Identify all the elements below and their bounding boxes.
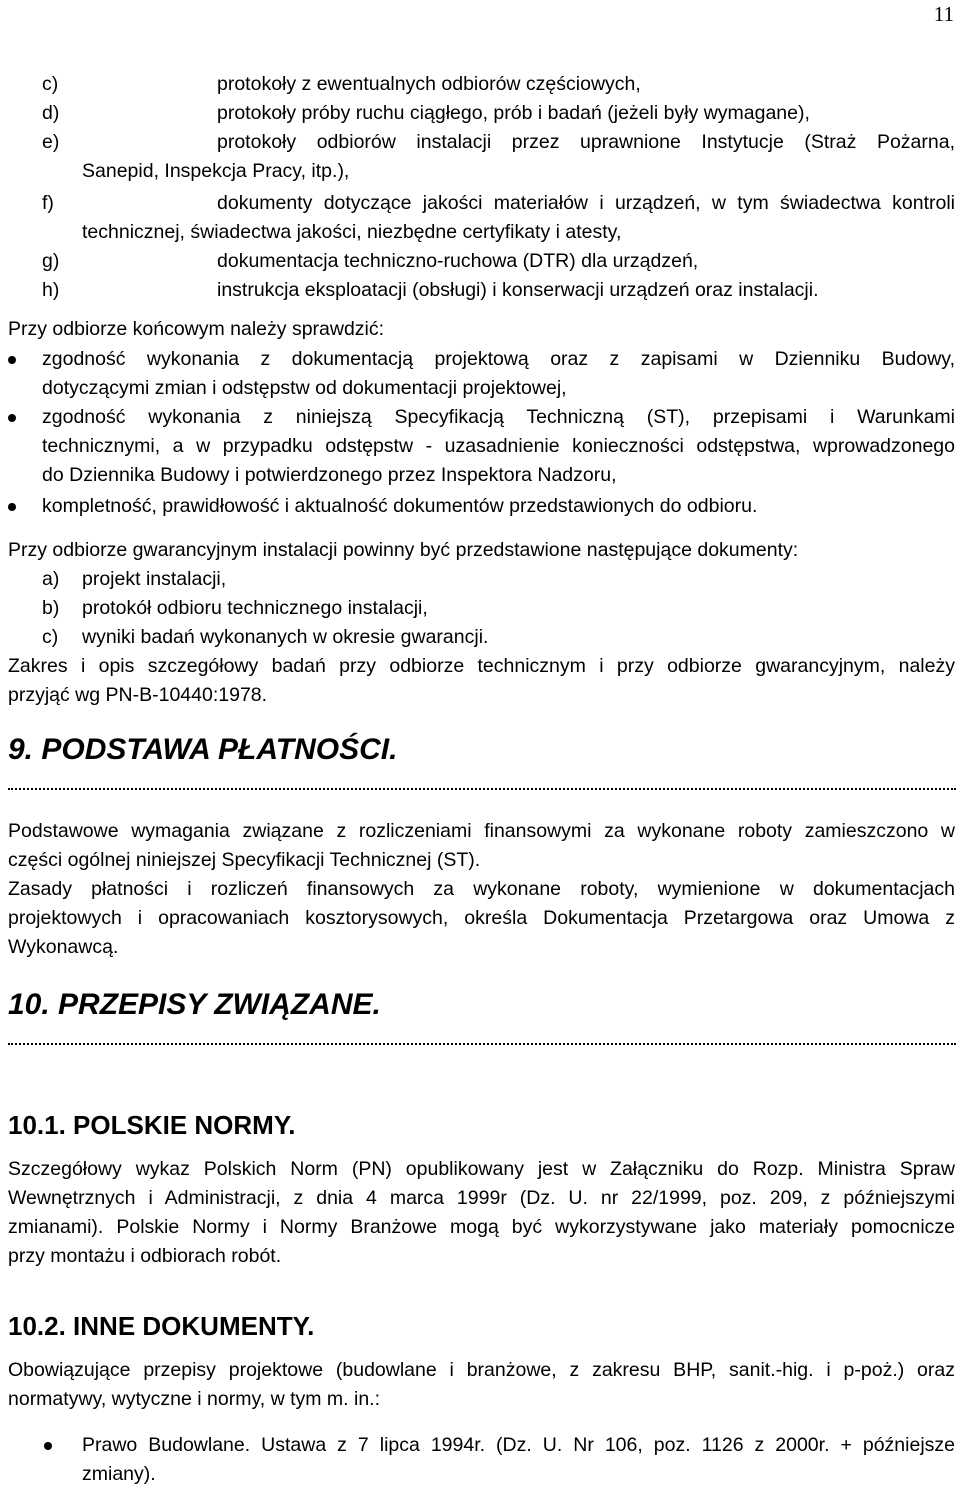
- bullet-text-cont: do Dziennika Budowy i potwierdzonego przez Inspektora Nadzoru,: [42, 464, 617, 486]
- bullet-text: kompletność, prawidłowość i aktualność dokumentów przedstawionych do odbioru.: [42, 495, 758, 517]
- list-label: c): [42, 626, 59, 648]
- list-item: projekt instalacji,: [82, 568, 227, 590]
- bullet-icon: [8, 414, 16, 422]
- paragraph-line: projektowych i opracowaniach kosztorysowych, określa Dokumentacja Przetargowa oraz Umowa z: [8, 907, 955, 929]
- list-item: dokumenty dotyczące jakości materiałów i urządzeń, w tym świadectwa kontroli: [217, 192, 955, 214]
- bullet-icon: [8, 503, 16, 511]
- paragraph-line: Podstawowe wymagania związane z rozliczeniami finansowymi za wykonane roboty zamieszczono w: [8, 820, 955, 842]
- list-item: protokoły odbiorów instalacji przez uprawnione Instytucje (Straż Pożarna,: [217, 131, 955, 153]
- list-item: dokumentacja techniczno-ruchowa (DTR) dla urządzeń,: [217, 250, 699, 272]
- paragraph-line: zmianami). Polskie Normy i Normy Branżowe mogą być wykorzystywane jako materiały pomocnicze: [8, 1216, 955, 1238]
- final-check-intro: Przy odbiorze końcowym należy sprawdzić:: [8, 318, 385, 340]
- list-label: b): [42, 597, 60, 619]
- warranty-scope: Zakres i opis szczegółowy badań przy odbiorze technicznym i przy odbiorze gwarancyjnym, należy: [8, 655, 955, 677]
- list-item-continuation: technicznej, świadectwa jakości, niezbędne certyfikaty i atesty,: [82, 221, 622, 243]
- paragraph-line: przy montażu i odbiorach robót.: [8, 1245, 282, 1267]
- warranty-intro: Przy odbiorze gwarancyjnym instalacji powinny być przedstawione następujące dokumenty:: [8, 539, 799, 561]
- list-item: protokoły z ewentualnych odbiorów częściowych,: [217, 73, 641, 95]
- dotted-divider: [8, 1043, 956, 1045]
- list-item-continuation: Sanepid, Inspekcja Pracy, itp.),: [82, 160, 350, 182]
- list-item: protokół odbioru technicznego instalacji,: [82, 597, 428, 619]
- warranty-scope-cont: przyjąć wg PN-B-10440:1978.: [8, 684, 268, 706]
- list-label: h): [42, 279, 60, 301]
- paragraph-line: Wewnętrznych i Administracji, z dnia 4 marca 1999r (Dz. U. nr 22/1999, poz. 209, z późniejszymi: [8, 1187, 955, 1209]
- paragraph-line: Zasady płatności i rozliczeń finansowych za wykonane roboty, wymienione w dokumentacjach: [8, 878, 955, 900]
- list-item: instrukcja eksploatacji (obsługi) i konserwacji urządzeń oraz instalacji.: [217, 279, 819, 301]
- list-label: e): [42, 131, 60, 153]
- paragraph-line: normatywy, wytyczne i normy, w tym m. in.:: [8, 1388, 381, 1410]
- bullet-text: zgodność wykonania z dokumentacją projektową oraz z zapisami w Dzienniku Budowy,: [42, 348, 955, 370]
- dotted-divider: [8, 788, 956, 790]
- paragraph-line: Wykonawcą.: [8, 936, 119, 958]
- section-10-1-heading: 10.1. POLSKIE NORMY.: [8, 1110, 296, 1140]
- bullet-text-cont: technicznymi, a w przypadku odstępstw - uzasadnienie konieczności odstępstwa, wprowadzonego: [42, 435, 955, 457]
- paragraph-line: części ogólnej niniejszej Specyfikacji Technicznej (ST).: [8, 849, 481, 871]
- list-label: f): [42, 192, 54, 214]
- paragraph-line: Obowiązujące przepisy projektowe (budowlane i branżowe, z zakresu BHP, sanit.-hig. i p-poż.) oraz: [8, 1359, 955, 1381]
- bullet-text-cont: dotyczącymi zmian i odstępstw od dokumentacji projektowej,: [42, 377, 567, 399]
- paragraph-line: Szczegółowy wykaz Polskich Norm (PN) opublikowany jest w Załączniku do Rozp. Ministra Spraw: [8, 1158, 955, 1180]
- list-label: g): [42, 250, 60, 272]
- bullet-icon: [8, 356, 16, 364]
- page-number: 11: [933, 2, 954, 26]
- bullet-icon: [44, 1442, 52, 1450]
- bullet-text: Prawo Budowlane. Ustawa z 7 lipca 1994r. (Dz. U. Nr 106, poz. 1126 z 2000r. + późniejsze: [82, 1434, 955, 1456]
- section-10-2-heading: 10.2. INNE DOKUMENTY.: [8, 1311, 315, 1341]
- list-label: c): [42, 73, 59, 95]
- list-item: protokoły próby ruchu ciągłego, prób i badań (jeżeli były wymagane),: [217, 102, 810, 124]
- list-label: a): [42, 568, 60, 590]
- section-9-heading: 9. PODSTAWA PŁATNOŚCI.: [8, 733, 398, 766]
- bullet-text-cont: zmiany).: [82, 1463, 156, 1485]
- list-label: d): [42, 102, 60, 124]
- bullet-text: zgodność wykonania z niniejszą Specyfikacją Techniczną (ST), przepisami i Warunkami: [42, 406, 955, 428]
- list-item: wyniki badań wykonanych w okresie gwarancji.: [82, 626, 489, 648]
- section-10-heading: 10. PRZEPISY ZWIĄZANE.: [8, 988, 381, 1021]
